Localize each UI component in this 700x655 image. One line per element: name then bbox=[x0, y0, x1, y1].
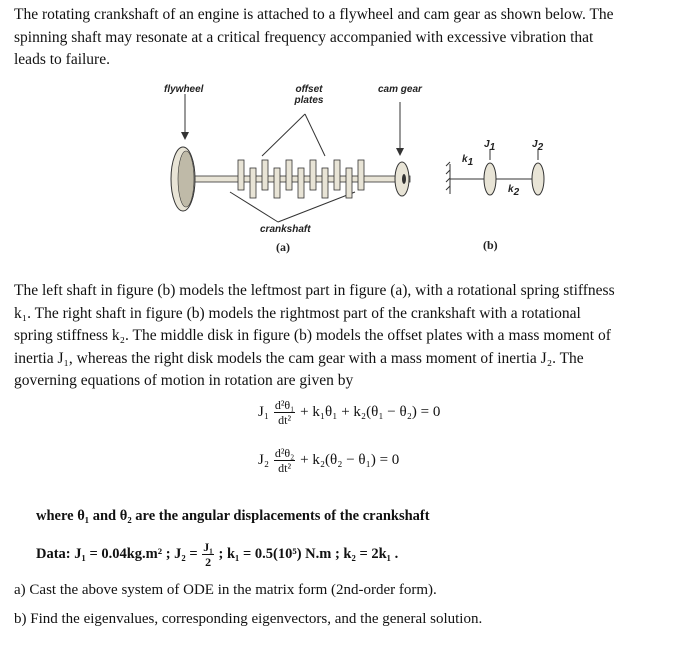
data-fraction bbox=[202, 540, 214, 569]
model-disk-j1 bbox=[484, 163, 496, 195]
label-k1: $k_1$ bbox=[462, 154, 474, 168]
caption-a: (a) bbox=[276, 240, 290, 254]
model-b bbox=[446, 149, 544, 195]
question-a: a) Cast the above system of ODE in the matrix form (2nd-order form). bbox=[14, 582, 437, 598]
crankshaft-pointer-right bbox=[278, 192, 355, 222]
label-crankshaft: crankshaft bbox=[260, 224, 311, 235]
eq1-denominator: dt² bbox=[278, 413, 292, 427]
question-b: b) Find the eigenvalues, corresponding eigenvectors, and the general solution. bbox=[14, 611, 483, 627]
intro-line-2: spinning shaft may resonate at a critical frequency accompanied with excessive vibration that bbox=[14, 28, 594, 46]
label-cam-gear: cam gear bbox=[378, 84, 422, 95]
eq2-remainder: + k₂(θ₂ − θ₁) = 0 bbox=[300, 451, 400, 468]
description-line-2: k₁. The right shaft in figure (b) models the rightmost part of the crankshaft with a rotational bbox=[14, 304, 581, 322]
data-prefix: Data: J₁ = 0.04kg.m² ; J₂ = bbox=[36, 545, 202, 562]
label-flywheel: flywheel bbox=[164, 84, 204, 95]
eq2-coefficient: J₂ bbox=[258, 451, 270, 468]
data-line bbox=[36, 540, 398, 569]
eq2-derivative bbox=[274, 446, 296, 475]
description-line-1: The left shaft in figure (b) models the leftmost part in figure (a), with a rotational spring stiffness bbox=[14, 282, 615, 299]
eq1-remainder: + k₁θ₁ + k₂(θ₁ − θ₂) = 0 bbox=[300, 403, 441, 420]
label-j1: $J_1$ bbox=[484, 139, 496, 153]
offset-pointer-right bbox=[305, 114, 325, 156]
data-suffix: ; k₁ = 0.5(10⁵) N.m ; k₂ = 2k₁ . bbox=[218, 545, 399, 562]
intro-line-1: The rotating crankshaft of an engine is attached to a flywheel and cam gear as shown below. The bbox=[14, 6, 614, 23]
caption-b: (b) bbox=[483, 238, 498, 252]
crankshaft-figure bbox=[150, 84, 560, 264]
label-offset-plates bbox=[288, 84, 330, 106]
label-offset: offset bbox=[295, 84, 323, 95]
description-paragraph bbox=[14, 280, 674, 393]
flywheel-arrowhead bbox=[181, 132, 189, 140]
label-k2: $k_2$ bbox=[508, 184, 520, 198]
description-line-4: inertia J₁, whereas the right disk models the cam gear with a mass moment of inertia J₂. The bbox=[14, 349, 584, 367]
description-line-3: spring stiffness k₂. The middle disk in figure (b) models the offset plates with a mass moment of bbox=[14, 327, 611, 344]
label-plates: plates bbox=[294, 95, 324, 106]
offset-pointer-left bbox=[262, 114, 305, 156]
model-disk-j2 bbox=[532, 163, 544, 195]
eq1-numerator: d²θ₁ bbox=[274, 398, 295, 412]
eq2-numerator: d²θ₂ bbox=[274, 446, 295, 460]
where-line: where θ₁ and θ₂ are the angular displacements of the crankshaft bbox=[36, 508, 430, 524]
eq1-coefficient: J₁ bbox=[258, 403, 270, 420]
crankshaft-diagram bbox=[150, 84, 560, 264]
equation-1 bbox=[258, 398, 440, 427]
label-j2: $J_2$ bbox=[532, 139, 544, 153]
equation-2 bbox=[258, 446, 399, 475]
data-frac-den: 2 bbox=[205, 555, 212, 569]
intro-paragraph bbox=[14, 4, 674, 72]
description-line-5: governing equations of motion in rotation are given by bbox=[14, 372, 354, 389]
eq2-denominator: dt² bbox=[278, 461, 292, 475]
data-frac-num: J₁ bbox=[203, 540, 213, 554]
camgear-arrowhead bbox=[396, 148, 404, 156]
eq1-derivative bbox=[274, 398, 296, 427]
intro-line-3: leads to failure. bbox=[14, 51, 110, 68]
